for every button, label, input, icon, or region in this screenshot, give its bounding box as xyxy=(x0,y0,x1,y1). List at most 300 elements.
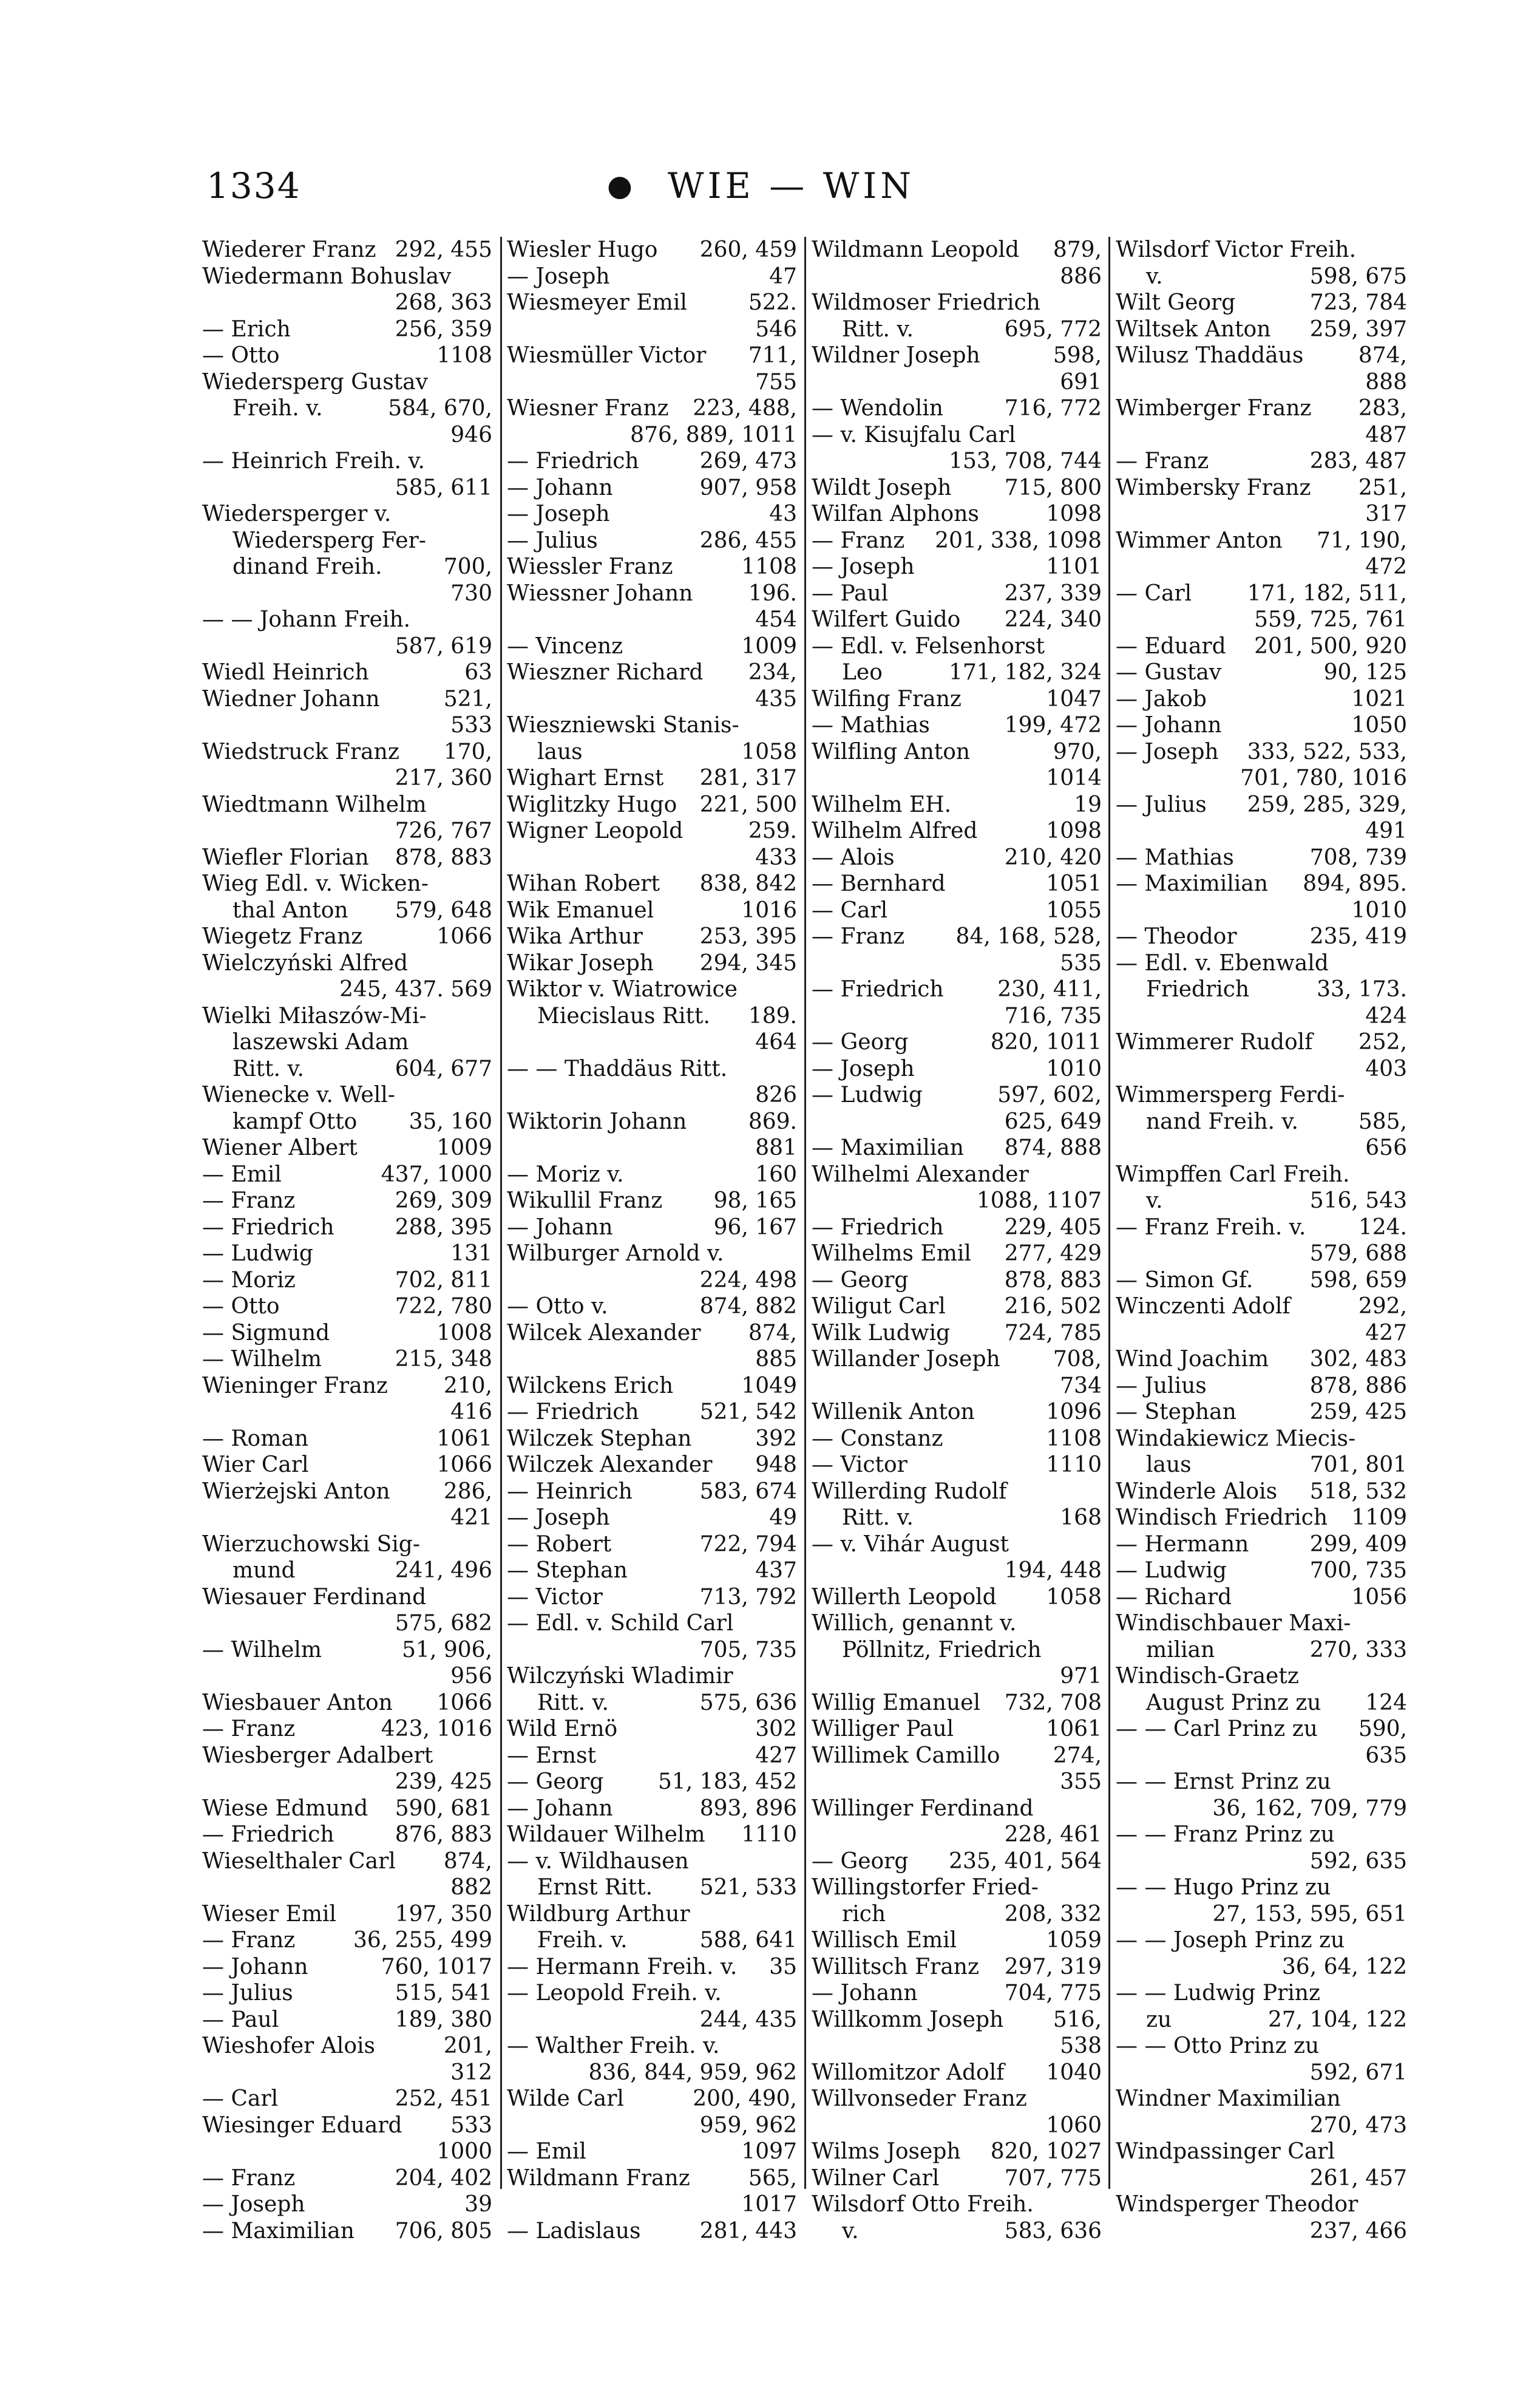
index-entry xyxy=(812,659,1102,686)
page-refs: 1066 xyxy=(436,1690,492,1715)
index-entry-continuation xyxy=(507,2060,797,2086)
index-entry xyxy=(1116,1267,1407,1294)
index-entry-continuation xyxy=(812,1188,1102,1214)
entry-name: dinand Freih. xyxy=(232,554,382,579)
index-entry xyxy=(1116,845,1407,871)
index-entry-continuation xyxy=(202,976,492,1003)
page-refs: 874, xyxy=(443,1848,492,1874)
entry-name: — Moriz v. xyxy=(507,1162,624,1187)
entry-name: — Franz xyxy=(812,528,905,553)
entry-name: Wielki Miłaszów-Mi- xyxy=(202,1003,427,1029)
index-entry xyxy=(202,1082,492,1109)
entry-name: Wildt Joseph xyxy=(812,475,952,500)
entry-name: — Richard xyxy=(1116,1584,1232,1610)
index-entry xyxy=(202,264,492,290)
entry-name: — Heinrich xyxy=(507,1479,633,1504)
entry-name: Wiltsek Anton xyxy=(1116,316,1271,342)
index-entry xyxy=(507,1426,797,1452)
entry-name: Wildmann Leopold xyxy=(812,237,1020,262)
entry-name: — Joseph xyxy=(812,1056,915,1081)
index-entry-continuation xyxy=(202,2139,492,2165)
page-refs: 1009 xyxy=(436,1135,492,1160)
entry-name: — Paul xyxy=(812,580,889,606)
page-refs: 704, 775 xyxy=(1004,1981,1102,2006)
page-refs: 878, 886 xyxy=(1309,1373,1407,1398)
page-refs: 876, 883 xyxy=(395,1822,492,1847)
page-refs: 333, 522, 533, xyxy=(1247,739,1407,764)
index-entry xyxy=(202,1584,492,1611)
page-refs: 223, 488, xyxy=(693,396,797,421)
entry-name: — Heinrich Freih. v. xyxy=(202,449,425,474)
page-refs: 487 xyxy=(1365,422,1407,447)
page-refs: 590, 681 xyxy=(395,1795,492,1821)
index-entry-continuation xyxy=(812,448,1102,475)
page-refs: 881 xyxy=(755,1135,797,1160)
page-refs: 590, xyxy=(1358,1717,1407,1741)
index-entry xyxy=(1116,2139,1407,2165)
index-entry xyxy=(812,342,1102,369)
index-entry-continuation xyxy=(507,1029,797,1056)
entry-name: Wiesler Hugo xyxy=(507,237,658,262)
index-entry xyxy=(507,1056,797,1083)
page-refs: 1060 xyxy=(1046,2112,1102,2138)
index-entry xyxy=(812,845,1102,871)
entry-name: Wieszner Richard xyxy=(507,660,704,685)
index-entry xyxy=(507,528,797,554)
index-entry xyxy=(507,501,797,528)
index-entry xyxy=(202,845,492,871)
page-refs: 36, 255, 499 xyxy=(353,1928,492,1953)
index-entry xyxy=(202,2086,492,2112)
entry-name: Wierzuchowski Sig- xyxy=(202,1531,421,1557)
index-entry xyxy=(507,1505,797,1531)
index-entry xyxy=(507,554,797,580)
page-refs: 84, 168, 528, xyxy=(955,924,1102,949)
entry-name: Willander Joseph xyxy=(812,1347,1000,1372)
entry-name: Wikar Joseph xyxy=(507,950,654,976)
index-entry xyxy=(1116,1188,1407,1214)
page-refs: 1021 xyxy=(1351,686,1407,712)
entry-name: Willingstorfer Fried- xyxy=(812,1875,1039,1900)
index-entry xyxy=(1116,1373,1407,1400)
index-entry xyxy=(507,290,797,316)
index-entry xyxy=(812,1980,1102,2007)
index-entry xyxy=(812,2218,1102,2245)
page-refs: 51, 183, 452 xyxy=(657,1769,797,1794)
page-refs: 235, 401, 564 xyxy=(949,1848,1102,1874)
page-refs: 820, 1011 xyxy=(990,1030,1102,1055)
page-refs: 51, 906, xyxy=(402,1637,492,1662)
entry-name: Wind Joachim xyxy=(1116,1347,1269,1372)
page-refs: 261, 457 xyxy=(1309,2165,1407,2191)
index-entry xyxy=(507,475,797,502)
index-entry xyxy=(202,2033,492,2060)
index-entry xyxy=(812,395,1102,422)
index-entry xyxy=(202,1901,492,1928)
page-refs: 726, 767 xyxy=(395,818,492,843)
index-entry xyxy=(507,924,797,950)
page-refs: 1101 xyxy=(1046,554,1102,579)
index-entry xyxy=(1116,475,1407,502)
entry-name: — Hermann xyxy=(1116,1531,1249,1557)
index-entry xyxy=(202,1293,492,1320)
index-entry xyxy=(507,448,797,475)
entry-name: — Jakob xyxy=(1116,686,1207,712)
index-entry-continuation xyxy=(202,1663,492,1690)
entry-name: laszewski Adam xyxy=(232,1030,409,1055)
page-refs: 269, 309 xyxy=(395,1188,492,1213)
page-refs: 259, 425 xyxy=(1309,1400,1407,1424)
page-refs: 894, 895. xyxy=(1303,871,1407,896)
page-refs: 1108 xyxy=(741,554,797,579)
entry-name: — Johann xyxy=(1116,713,1222,738)
page-refs: 215, 348 xyxy=(395,1347,492,1372)
page-refs: 711, xyxy=(748,343,797,368)
page-refs: 423, 1016 xyxy=(381,1717,492,1741)
page-refs: 256, 359 xyxy=(395,316,492,342)
page-refs: 63 xyxy=(464,660,492,685)
page-refs: 1008 xyxy=(436,1320,492,1346)
index-entry xyxy=(812,501,1102,528)
index-entry xyxy=(812,528,1102,554)
page-refs: 90, 125 xyxy=(1323,660,1407,685)
index-entry xyxy=(202,1531,492,1558)
index-entry xyxy=(507,2165,797,2192)
page-refs: 270, 333 xyxy=(1309,1637,1407,1662)
entry-name: — Hermann Freih. v. xyxy=(507,1954,738,1979)
page-refs: 706, 805 xyxy=(395,2218,492,2244)
index-entry-continuation xyxy=(202,765,492,792)
index-entry xyxy=(812,1135,1102,1162)
index-entry xyxy=(507,897,797,924)
index-entry xyxy=(1116,2007,1407,2033)
page-refs: 234, xyxy=(748,660,797,685)
index-entry xyxy=(202,686,492,713)
index-entry xyxy=(812,475,1102,502)
index-entry xyxy=(812,1610,1102,1637)
index-entry xyxy=(812,1874,1102,1901)
index-entry-continuation xyxy=(812,950,1102,977)
entry-name: — Franz xyxy=(202,1188,296,1213)
entry-name: — Franz Freih. v. xyxy=(1116,1214,1306,1240)
index-entry xyxy=(812,818,1102,845)
page-refs: 518, 532 xyxy=(1309,1479,1407,1504)
entry-name: Leo xyxy=(842,660,883,685)
page-refs: 760, 1017 xyxy=(381,1954,492,1979)
index-entry xyxy=(1116,1505,1407,1531)
index-entry xyxy=(1116,1452,1407,1479)
page-refs: 472 xyxy=(1365,554,1407,579)
entry-name: Willomitzor Adolf xyxy=(812,2060,1005,2085)
page-refs: 201, xyxy=(443,2033,492,2058)
entry-name: — Johann xyxy=(507,1214,613,1240)
entry-name: nand Freih. v. xyxy=(1146,1109,1298,1134)
index-entry xyxy=(202,1795,492,1822)
index-entry-continuation xyxy=(1116,2060,1407,2086)
entry-name: — Joseph xyxy=(202,2192,305,2217)
page-refs: 292, 455 xyxy=(395,237,492,262)
index-entry xyxy=(202,1743,492,1769)
page-refs: 216, 502 xyxy=(1004,1294,1102,1319)
index-entry xyxy=(812,1795,1102,1822)
entry-name: Willich, genannt v. xyxy=(812,1611,1017,1636)
page-refs: 437, 1000 xyxy=(381,1162,492,1187)
index-entry xyxy=(812,1927,1102,1954)
page-refs: 708, 739 xyxy=(1309,845,1407,870)
page-refs: 1058 xyxy=(741,739,797,764)
index-entry xyxy=(1116,633,1407,660)
entry-name: Wiefler Florian xyxy=(202,845,369,870)
entry-name: Wieninger Franz xyxy=(202,1373,388,1398)
index-entry-continuation xyxy=(812,765,1102,792)
entry-name: Wiese Edmund xyxy=(202,1795,368,1821)
index-entry-continuation xyxy=(812,264,1102,290)
entry-name: Willinger Ferdinand xyxy=(812,1795,1034,1821)
index-entry-continuation xyxy=(1116,1320,1407,1347)
entry-name: — Paul xyxy=(202,2007,279,2032)
page-refs: 946 xyxy=(450,422,492,447)
entry-name: Miecislaus Ritt. xyxy=(537,1003,710,1029)
page-refs: 197, 350 xyxy=(395,1901,492,1927)
index-entry xyxy=(202,316,492,343)
index-entry xyxy=(1116,871,1407,897)
entry-name: — — Johann Freih. xyxy=(202,607,411,632)
index-entry xyxy=(202,448,492,475)
entry-name: — Julius xyxy=(1116,792,1207,817)
index-entry xyxy=(812,1954,1102,1981)
page-refs: 874, 882 xyxy=(699,1294,797,1319)
page-refs: 36, 162, 709, 779 xyxy=(1212,1795,1407,1821)
index-entry xyxy=(812,1056,1102,1083)
entry-name: — Georg xyxy=(812,1848,909,1874)
page-refs: 535 xyxy=(1060,950,1102,976)
index-entry xyxy=(812,580,1102,607)
entry-name: — Maximilian xyxy=(202,2218,354,2244)
index-entry xyxy=(507,1848,797,1875)
page-refs: 1017 xyxy=(741,2192,797,2217)
index-entry xyxy=(507,1162,797,1188)
index-entry xyxy=(1116,1346,1407,1373)
index-entry xyxy=(507,1980,797,2007)
page-refs: 882 xyxy=(450,1875,492,1900)
index-entry xyxy=(812,633,1102,660)
column-rule xyxy=(500,237,502,2189)
index-entry-continuation xyxy=(1116,897,1407,924)
index-entry xyxy=(1116,1637,1407,1664)
index-entry xyxy=(202,1716,492,1743)
index-entry-continuation xyxy=(812,1769,1102,1795)
page-refs: 708, xyxy=(1053,1347,1102,1372)
index-entry xyxy=(507,871,797,897)
entry-name: Wildauer Wilhelm xyxy=(507,1822,705,1847)
index-entry-continuation xyxy=(507,2007,797,2033)
entry-name: — Victor xyxy=(507,1584,603,1610)
page-refs: 879, xyxy=(1053,237,1102,262)
page-refs: 171, 182, 324 xyxy=(949,660,1102,685)
index-entry xyxy=(812,2139,1102,2165)
page-refs: 604, 677 xyxy=(395,1056,492,1081)
index-entry-continuation xyxy=(507,369,797,396)
page-refs: 427 xyxy=(755,1743,797,1768)
entry-name: Willisch Emil xyxy=(812,1928,957,1953)
entry-name: Wiesauer Ferdinand xyxy=(202,1584,427,1610)
page-refs: 294, 345 xyxy=(699,950,797,976)
page-refs: 491 xyxy=(1365,818,1407,843)
page-refs: 878, 883 xyxy=(395,845,492,870)
entry-name: — Maximilian xyxy=(1116,871,1268,896)
entry-name: — Franz xyxy=(202,2165,296,2191)
index-entry-continuation xyxy=(507,1135,797,1162)
page-refs: 893, 896 xyxy=(699,1795,797,1821)
index-entry xyxy=(202,924,492,950)
index-entry xyxy=(812,871,1102,897)
index-entry xyxy=(812,1637,1102,1664)
page-refs: 35, 160 xyxy=(409,1109,492,1134)
entry-name: August Prinz zu xyxy=(1146,1690,1321,1715)
page-refs: 312 xyxy=(450,2060,492,2085)
index-entry-continuation xyxy=(812,369,1102,396)
page-refs: 1010 xyxy=(1046,1056,1102,1081)
page-refs: 515, 541 xyxy=(395,1981,492,2006)
page-refs: 1109 xyxy=(1351,1505,1407,1530)
index-entry-continuation xyxy=(507,422,797,449)
index-entry xyxy=(202,1373,492,1400)
entry-name: Wierżejski Anton xyxy=(202,1479,390,1504)
entry-name: Winczenti Adolf xyxy=(1116,1294,1291,1319)
page-refs: 281, 317 xyxy=(699,766,797,791)
entry-name: — Franz xyxy=(812,924,905,949)
index-entry xyxy=(507,1109,797,1135)
entry-name: Wilusz Thaddäus xyxy=(1116,343,1304,368)
index-entry xyxy=(812,1426,1102,1452)
running-head: WIE — WIN xyxy=(668,165,915,206)
index-entry xyxy=(202,2218,492,2245)
entry-name: — — Thaddäus Ritt. xyxy=(507,1056,728,1081)
index-entry xyxy=(1116,1716,1407,1743)
entry-name: Wiesinger Eduard xyxy=(202,2112,402,2138)
index-entry-continuation xyxy=(1116,501,1407,528)
index-entry xyxy=(202,1056,492,1083)
page-refs: 878, 883 xyxy=(1004,1267,1102,1293)
page-refs: 241, 496 xyxy=(395,1558,492,1583)
index-entry xyxy=(202,2191,492,2218)
page-refs: 1066 xyxy=(436,1452,492,1477)
page-refs: 421 xyxy=(450,1505,492,1530)
page-refs: 392 xyxy=(755,1426,797,1451)
page-refs: 281, 443 xyxy=(699,2218,797,2244)
page-refs: 43 xyxy=(769,502,797,526)
index-entry xyxy=(812,554,1102,580)
entry-name: — Robert xyxy=(507,1531,612,1557)
page-refs: 587, 619 xyxy=(395,633,492,659)
entry-name: — Joseph xyxy=(507,502,610,526)
index-entry xyxy=(202,395,492,422)
index-entry-continuation xyxy=(812,1373,1102,1400)
entry-name: Willerth Leopold xyxy=(812,1584,997,1610)
index-entry-continuation xyxy=(1116,2112,1407,2139)
entry-name: Wiesberger Adalbert xyxy=(202,1743,433,1768)
page-refs: 1110 xyxy=(741,1822,797,1847)
entry-name: — Gustav xyxy=(1116,660,1222,685)
index-entry xyxy=(507,1901,797,1928)
index-entry xyxy=(812,792,1102,818)
page-refs: 948 xyxy=(755,1452,797,1477)
entry-name: Wilner Carl xyxy=(812,2165,940,2191)
index-entry-continuation xyxy=(202,818,492,845)
index-entry xyxy=(1116,580,1407,607)
page-refs: 433 xyxy=(755,845,797,870)
entry-name: Wilsdorf Otto Freih. xyxy=(812,2192,1034,2217)
index-entry xyxy=(1116,1531,1407,1558)
index-entry xyxy=(507,1479,797,1505)
entry-name: — Joseph xyxy=(1116,739,1219,764)
page-refs: 592, 671 xyxy=(1309,2060,1407,2085)
index-entry xyxy=(812,1399,1102,1426)
entry-name: Wigner Leopold xyxy=(507,818,684,843)
entry-name: — Walther Freih. v. xyxy=(507,2033,720,2058)
index-entry xyxy=(507,1874,797,1901)
index-entry xyxy=(202,2165,492,2192)
index-entry xyxy=(1116,1082,1407,1109)
index-entry xyxy=(202,1637,492,1664)
index-entry-continuation xyxy=(1116,1240,1407,1267)
page-refs: 734 xyxy=(1060,1373,1102,1398)
entry-name: Wiegetz Franz xyxy=(202,924,363,949)
index-entry xyxy=(507,1293,797,1320)
page-refs: 956 xyxy=(450,1664,492,1689)
page-refs: 565, xyxy=(748,2165,797,2191)
page-refs: 730 xyxy=(450,580,492,606)
index-entry xyxy=(507,1743,797,1769)
page-refs: 239, 425 xyxy=(395,1769,492,1794)
entry-name: kampf Otto xyxy=(232,1109,358,1134)
index-entry xyxy=(202,1452,492,1479)
index-entry xyxy=(507,792,797,818)
page-refs: 1096 xyxy=(1046,1400,1102,1424)
page-refs: 1108 xyxy=(436,343,492,368)
page-refs: 1016 xyxy=(741,897,797,923)
entry-name: — Erich xyxy=(202,316,291,342)
index-entry-continuation xyxy=(812,2033,1102,2060)
page-refs: 96, 167 xyxy=(713,1214,797,1240)
page-refs: 153, 708, 744 xyxy=(949,449,1102,474)
index-entry xyxy=(1116,2033,1407,2060)
page-refs: 274, xyxy=(1053,1743,1102,1768)
page-refs: 160 xyxy=(755,1162,797,1187)
index-columns xyxy=(202,237,1410,2244)
page-refs: 229, 405 xyxy=(1004,1214,1102,1240)
index-entry xyxy=(1116,1822,1407,1848)
entry-name: Wilczek Alexander xyxy=(507,1452,713,1477)
page-refs: 559, 725, 761 xyxy=(1254,607,1407,632)
index-entry xyxy=(1116,1769,1407,1795)
page-refs: 597, 602, xyxy=(997,1083,1102,1108)
index-entry xyxy=(1116,659,1407,686)
index-entry xyxy=(507,950,797,977)
index-entry-continuation xyxy=(507,316,797,343)
page-refs: 228, 461 xyxy=(1004,1822,1102,1847)
page-refs: 201, 338, 1098 xyxy=(935,528,1102,553)
index-entry-continuation xyxy=(202,712,492,739)
page-refs: 583, 636 xyxy=(1004,2218,1102,2244)
page-refs: 959, 962 xyxy=(699,2112,797,2138)
index-entry xyxy=(507,2033,797,2060)
page-refs: 269, 473 xyxy=(699,449,797,474)
index-entry xyxy=(1116,448,1407,475)
index-entry xyxy=(1116,316,1407,343)
index-entry xyxy=(507,1399,797,1426)
index-entry xyxy=(202,528,492,554)
